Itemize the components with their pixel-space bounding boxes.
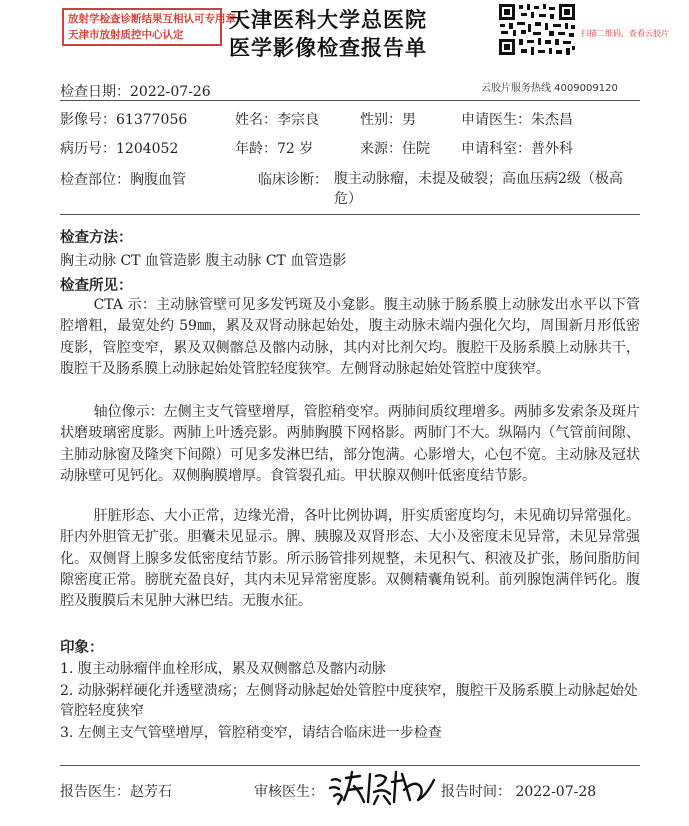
- patient-age: 年龄：72 岁: [235, 141, 314, 157]
- clinical-diagnosis: 腹主动脉瘤，未提及破裂；高血压病2级（极高危）: [334, 171, 623, 207]
- impression-item: 1. 腹主动脉瘤伴血栓形成，累及双侧髂总及髂内动脉: [60, 661, 386, 677]
- impression-item: 2. 动脉粥样硬化并透壁溃疡；左侧肾动脉起始处管腔中度狭窄，腹腔干及肠系膜上动脉起始处管腔轻度狭窄: [60, 683, 638, 719]
- patient-source: 来源：住院: [360, 141, 430, 157]
- stamp-line-2: 天津市放射质控中心认定: [68, 29, 184, 41]
- report-title: 医学影像检查报告单: [229, 36, 427, 60]
- reviewer-label: 审核医生：: [254, 784, 324, 800]
- requesting-doctor: 申请医生：朱杰昌: [461, 112, 573, 128]
- method-heading: 检查方法：: [60, 230, 133, 246]
- certification-stamp: [62, 8, 236, 46]
- findings-paragraph: 轴位像示：左侧主支气管壁增厚，管腔稍变窄。两肺间质纹理增多。两肺多发索条及斑片状磨玻璃密度影。两肺上叶透亮影。两肺胸膜下网格影。两肺门不大。纵隔内（气管前间隙、主肺动脉窗及隆突下间隙）可见多发淋巴结，部分饱满。心影增大，心包不宽。主动脉及冠状动脉壁可见钙化。双侧胸膜增厚。食管裂孔疝。甲状腺双侧叶低密度结节影。: [60, 404, 640, 484]
- report-doctor: 报告医生：赵芳石: [60, 784, 172, 800]
- reviewer-signature: [326, 766, 440, 808]
- requesting-department: 申请科室：普外科: [461, 141, 573, 157]
- hospital-name: 天津医科大学总医院: [229, 8, 427, 32]
- stamp-line-1: 放射学检查诊断结果互相认可专用章: [68, 13, 236, 25]
- image-number: 影像号：61377056: [60, 112, 188, 128]
- method-text: 胸主动脉 CT 血管造影 腹主动脉 CT 血管造影: [60, 253, 347, 269]
- clinical-diagnosis-label: 临床诊断：: [258, 172, 328, 188]
- exam-date: 检查日期：2022-07-26: [60, 84, 211, 100]
- impression-heading: 印象：: [60, 640, 104, 656]
- patient-name: 姓名：李宗良: [235, 112, 319, 128]
- report-time: 报告时间： 2022-07-28: [441, 784, 597, 800]
- patient-sex: 性别：男: [360, 112, 416, 128]
- findings-paragraph: 肝脏形态、大小正常，边缘光滑，各叶比例协调，肝实质密度均匀，未见确切异常强化。肝内外胆管无扩张。胆囊未见显示。脾、胰腺及双肾形态、大小及密度未见异常，未见异常强化。双侧肾上腺多发低密度结节影。所示肠管排列规整，未见积气、积液及扩张，肠间脂肪间隙密度正常。膀胱充盈良好，其内未见异常密度影。双侧精囊角锐利。前列腺饱满伴钙化。腹腔及腹膜后未见肿大淋巴结。无腹水征。: [60, 508, 640, 610]
- qr-code-icon[interactable]: [497, 2, 577, 57]
- divider: [60, 100, 640, 101]
- hotline: 云胶片服务热线 4009009120: [481, 83, 618, 94]
- findings-heading: 检查所见：: [60, 278, 133, 294]
- exam-site: 检查部位：胸腹血管: [60, 172, 186, 188]
- qr-caption: 扫描二维码，查看云胶片: [581, 29, 669, 38]
- findings-paragraph: CTA 示：主动脉管壁可见多发钙斑及小龛影。腹主动脉于肠系膜上动脉发出水平以下管腔增粗，最宽处约 59㎜，累及双肾动脉起始处，腹主动脉末端内强化欠均，周围新月形低密度影，管腔变窄，累及双侧髂总及髂内动脉，其内对比剂欠均。腹腔干及肠系膜上动脉共干，腹腔干及肠系膜上动脉起始处管腔轻度狭窄。左侧肾动脉起始处管腔中度狭窄。: [60, 297, 640, 377]
- record-number: 病历号：1204052: [60, 141, 179, 157]
- impression-item: 3. 左侧主支气管壁增厚，管腔稍变窄，请结合临床进一步检查: [60, 725, 442, 741]
- divider: [60, 214, 640, 215]
